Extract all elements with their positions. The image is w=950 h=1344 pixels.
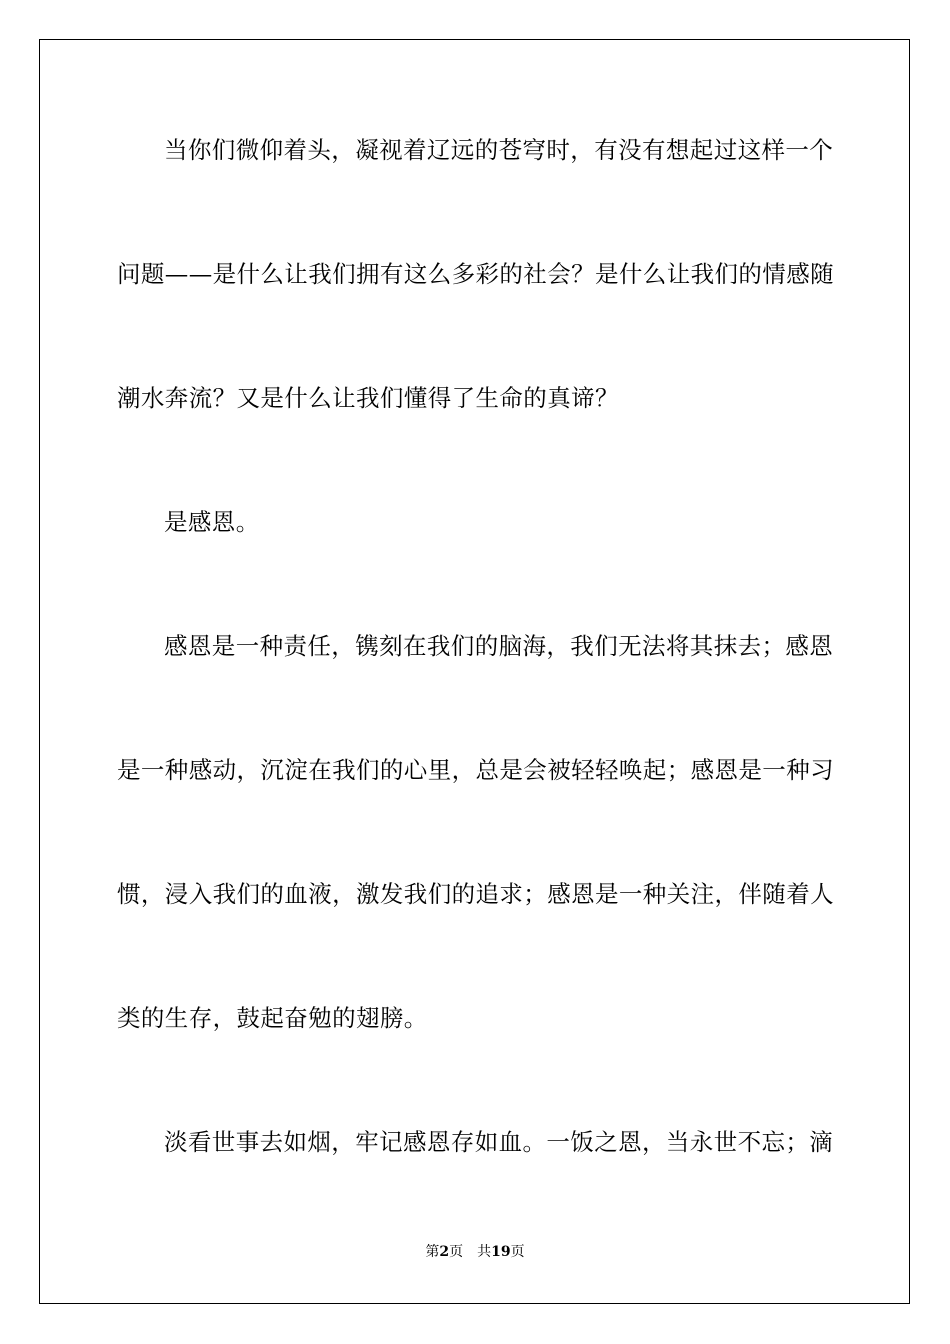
paragraph-3-line-1: 感恩是一种责任，镌刻在我们的脑海，我们无法将其抹去；感恩 <box>164 632 834 660</box>
paragraph-4-line-1: 淡看世事去如烟，牢记感恩存如血。一饭之恩，当永世不忘；滴 <box>164 1128 834 1156</box>
paragraph-1-line-3: 潮水奔流？又是什么让我们懂得了生命的真谛？ <box>117 384 619 412</box>
paragraph-1-line-1: 当你们微仰着头，凝视着辽远的苍穹时，有没有想起过这样一个 <box>164 136 834 164</box>
total-pages: 19 <box>491 1244 511 1260</box>
paragraph-3-line-4: 类的生存，鼓起奋勉的翅膀。 <box>117 1004 428 1032</box>
paragraph-3-line-3: 惯，浸入我们的血液，激发我们的追求；感恩是一种关注，伴随着人 <box>117 880 834 908</box>
page-prefix: 第 <box>425 1244 440 1260</box>
total-suffix: 页 <box>510 1244 525 1260</box>
page-footer <box>0 1242 950 1262</box>
paragraph-1-line-2: 问题——是什么让我们拥有这么多彩的社会？是什么让我们的情感随 <box>117 260 834 288</box>
page-suffix: 页 <box>449 1244 464 1260</box>
paragraph-3-line-2: 是一种感动，沉淀在我们的心里，总是会被轻轻唤起；感恩是一种习 <box>117 756 834 784</box>
page-border <box>39 39 910 1304</box>
paragraph-2-line-1: 是感恩。 <box>164 508 260 536</box>
total-prefix: 共 <box>477 1244 492 1260</box>
page-number: 2 <box>439 1244 450 1260</box>
